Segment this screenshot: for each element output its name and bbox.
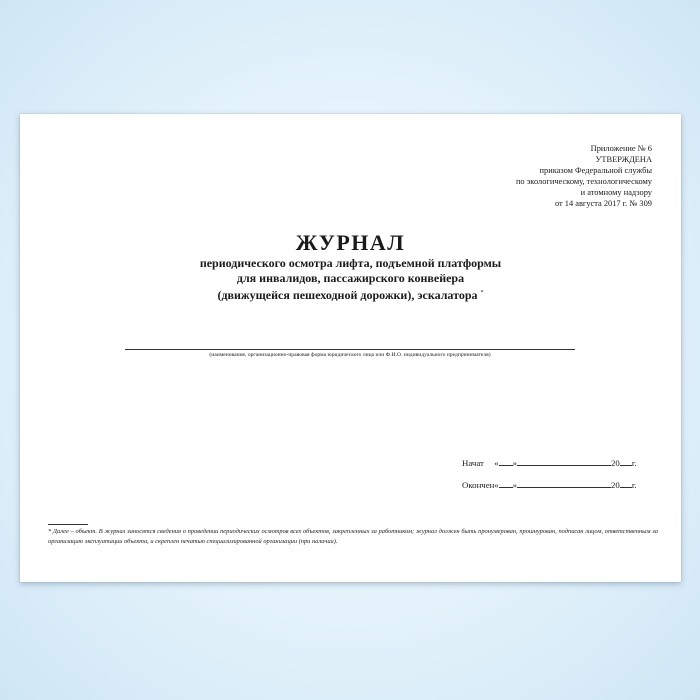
subtitle-line-2: для инвалидов, пассажирского конвейера	[236, 271, 465, 285]
approval-line-approved: УТВЕРЖДЕНА	[595, 155, 652, 164]
subtitle-line-1: периодического осмотра лифта, подъемной платформы	[199, 256, 502, 270]
approval-line-date: от 14 августа 2017 г. № 309	[554, 199, 652, 208]
start-date-label: Начат	[462, 458, 484, 468]
journal-cover-sheet	[20, 114, 681, 582]
title-block	[20, 230, 681, 303]
end-date-label: Окончен	[462, 480, 495, 490]
approval-stamp-block	[452, 143, 652, 209]
end-month-blank	[517, 479, 611, 488]
footnote-text: * Далее – объект. В журнал заносятся сведения о проведении периодических осмотров всех объектов, закрепленных за работником; журнал должен быть пронумерован, прошнурован, подписан лицом, ответственным за организацию эксплуатации объекта, и скреплен печатью специализированной организации (при наличии).	[48, 528, 658, 545]
footnote-marker: *	[480, 290, 484, 296]
subtitle-line-3	[20, 286, 681, 303]
approval-line-order: приказом Федеральной службы	[539, 166, 652, 175]
end-year-blank	[620, 479, 632, 488]
start-close-quote: »	[512, 458, 518, 468]
end-day-blank	[499, 479, 513, 488]
organization-name-line	[125, 349, 575, 350]
approval-line-supervision: и атомному надзору	[580, 188, 652, 197]
end-close-quote: »	[512, 480, 518, 490]
start-open-quote: «	[494, 458, 499, 468]
start-month-blank	[517, 457, 611, 466]
approval-line-appendix: Приложение № 6	[590, 144, 652, 153]
end-open-quote: «	[494, 480, 499, 490]
end-year-suffix: г.	[631, 480, 637, 490]
start-year-blank	[620, 457, 632, 466]
start-century: 20	[611, 458, 620, 468]
end-century: 20	[611, 480, 620, 490]
start-date-row	[462, 457, 637, 468]
end-date-row	[462, 479, 637, 490]
subtitle-line-3-text: (движущейся пешеходной дорожки), эскалатора	[217, 288, 478, 302]
start-year-suffix: г.	[631, 458, 637, 468]
footnote-divider	[48, 524, 88, 525]
start-day-blank	[499, 457, 513, 466]
page-title: ЖУРНАЛ	[295, 230, 406, 255]
approval-line-service: по экологическому, технологическому	[515, 177, 652, 186]
organization-caption: (наименование, организационно-правовая форма юридического лица или Ф.И.О. индивидуального предпринимателя)	[209, 352, 491, 358]
